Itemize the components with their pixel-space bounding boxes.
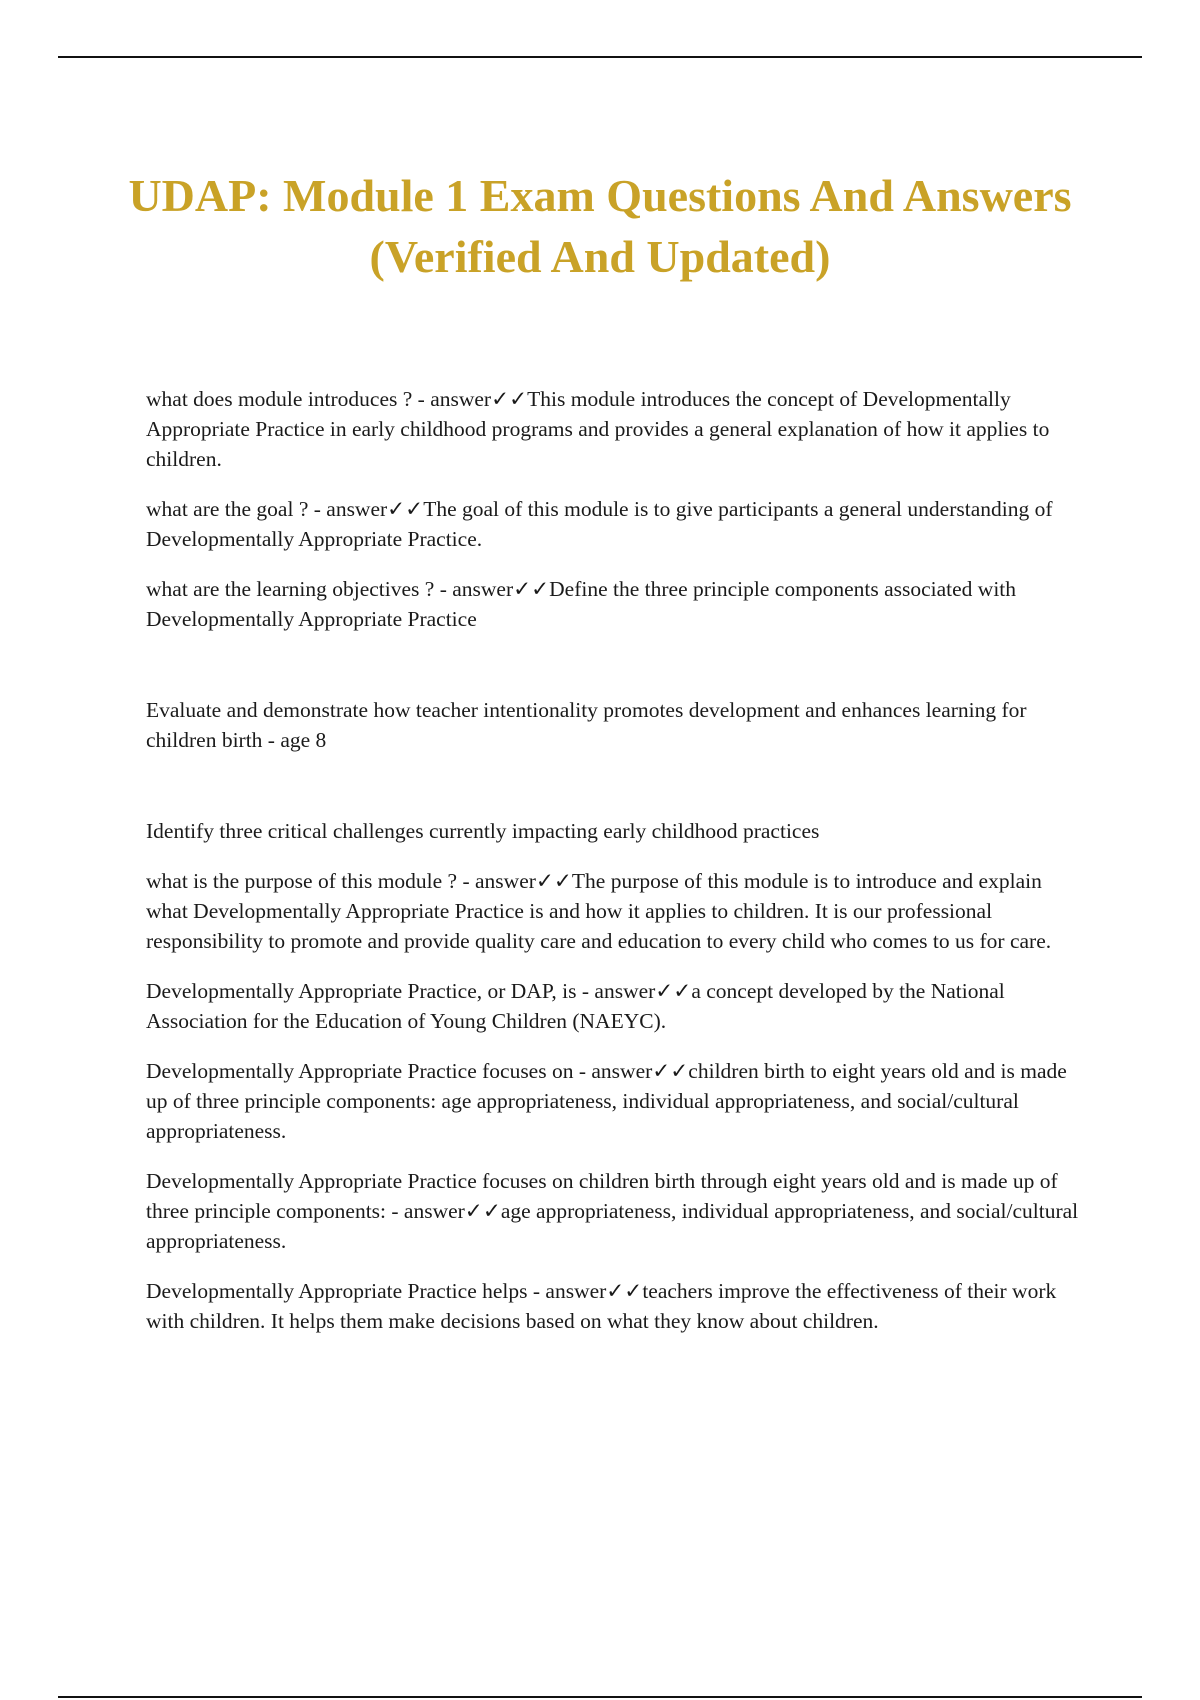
qa-paragraph-dap-focuses-on: Developmentally Appropriate Practice focuses on - answer✓✓children birth to eight years old and is made up of three principle components: age appropriateness, individual appropriateness, and social/cultural appropriateness. [146, 1059, 1067, 1143]
qa-paragraph-learning-objectives: what are the learning objectives ? - answer✓✓Define the three principle components associated with Developmentally Appropriate Practice [146, 577, 1017, 631]
document-title: UDAP: Module 1 Exam Questions And Answers (Verified And Updated) [128, 170, 1072, 282]
top-rule [58, 56, 1142, 58]
objective-identify: Identify three critical challenges currently impacting early childhood practices [146, 819, 820, 843]
qa-paragraph-dap-helps: Developmentally Appropriate Practice helps - answer✓✓teachers improve the effectiveness of their work with children. It helps them make decisions based on what they know about children. [146, 1279, 1057, 1333]
qa-paragraph-purpose: what is the purpose of this module ? - answer✓✓The purpose of this module is to introduce and explain what Developmentally Appropriate Practice is and how it applies to children. It is our professional responsibility to promote and provide quality care and education to every child who comes to us for care. [146, 869, 1052, 953]
qa-paragraph-dap-definition: Developmentally Appropriate Practice, or DAP, is - answer✓✓a concept developed by the National Association for the Education of Young Children (NAEYC). [146, 979, 1005, 1033]
qa-paragraph-module-introduces: what does module introduces ? - answer✓✓This module introduces the concept of Developmentally Appropriate Practice in early childhood programs and provides a general explanation of how it applies to children. [146, 387, 1050, 471]
objective-evaluate: Evaluate and demonstrate how teacher intentionality promotes development and enhances learning for children birth - age 8 [146, 698, 1027, 752]
qa-paragraph-principle-components: Developmentally Appropriate Practice focuses on children birth through eight years old and is made up of three principle components: - answer✓✓age appropriateness, individual appropriateness, and social/cultural appropriateness. [146, 1169, 1079, 1253]
bottom-rule [58, 1696, 1142, 1698]
qa-paragraph-goal: what are the goal ? - answer✓✓The goal of this module is to give participants a general understanding of Developmentally Appropriate Practice. [146, 497, 1053, 551]
document-body [146, 384, 1086, 1356]
